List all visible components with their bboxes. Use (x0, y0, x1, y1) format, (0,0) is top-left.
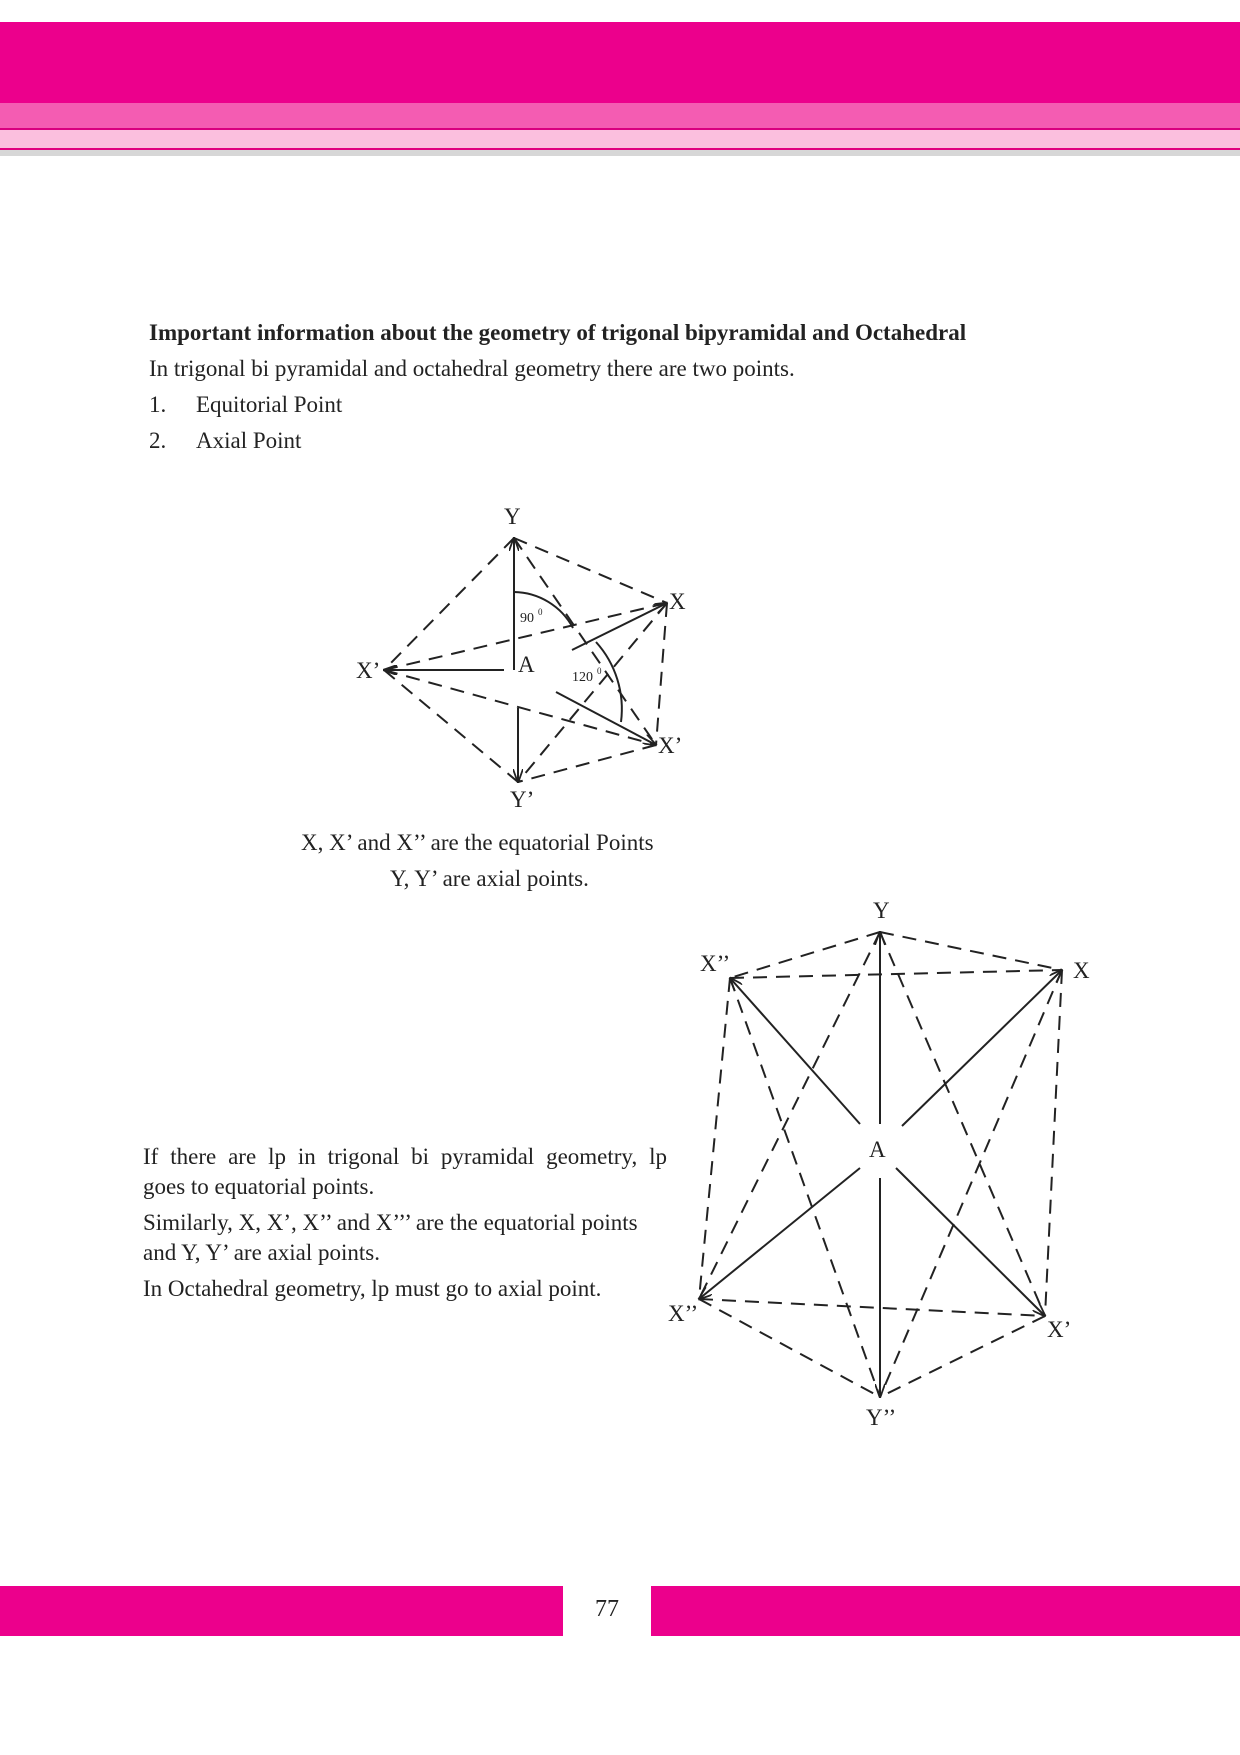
paragraph-line: If there are lp in trigonal bi pyramidal geometry, lp (143, 1144, 667, 1169)
center-label-a: A (518, 652, 535, 677)
point-label-x-double-prime: X’’ (668, 1301, 699, 1326)
paragraph-line: In Octahedral geometry, lp must go to axial point. (143, 1276, 602, 1301)
edge-dashed (730, 970, 1062, 978)
edge-dashed (699, 1299, 880, 1397)
caption-line: Y, Y’ are axial points. (390, 866, 589, 891)
edge-dashed (699, 1299, 1045, 1316)
point-label-x-prime: X’ (356, 658, 381, 683)
degree-sign: 0 (597, 666, 602, 676)
bond-line (902, 970, 1062, 1126)
point-label-y-prime: Y’ (510, 787, 535, 812)
intro-text: In trigonal bi pyramidal and octahedral geometry there are two points. (149, 356, 795, 381)
paragraph-line: Similarly, X, X’, X’’ and X’’’ are the equatorial points (143, 1210, 638, 1235)
page-number: 77 (595, 1596, 619, 1622)
edge-dashed (880, 970, 1062, 1397)
point-label-x: X (669, 589, 686, 614)
point-label-y-double-prime: Y’’ (866, 1405, 897, 1430)
edge-dashed (730, 978, 880, 1397)
list-number: 2. (149, 428, 167, 453)
point-label-y: Y (873, 898, 890, 923)
angle-label-120: 120 (572, 670, 593, 685)
footer-band-left (0, 1586, 563, 1636)
point-label-x-double-prime: X’’ (700, 951, 731, 976)
caption-line: X, X’ and X’’ are the equatorial Points (301, 830, 654, 855)
section-heading: Important information about the geometry of trigonal bipyramidal and Octahedral (149, 320, 967, 345)
bond-line (699, 1168, 860, 1299)
edge-dashed (699, 978, 730, 1299)
edge-dashed (880, 932, 1062, 970)
edge-dashed (880, 1316, 1045, 1397)
bond-line (896, 1168, 1045, 1316)
point-label-y: Y (504, 504, 521, 529)
list-number: 1. (149, 392, 167, 417)
edge-dashed (730, 932, 880, 978)
paragraph-line: goes to equatorial points. (143, 1174, 375, 1199)
list-label: Equitorial Point (196, 392, 343, 417)
list-label: Axial Point (196, 428, 302, 453)
center-label-a: A (869, 1137, 886, 1162)
angle-label-90: 90 (520, 611, 534, 626)
point-label-x-prime: X’ (1047, 1317, 1072, 1342)
point-label-x-prime: X’ (658, 733, 683, 758)
paragraph-line: and Y, Y’ are axial points. (143, 1240, 380, 1265)
edge-dashed (1045, 970, 1062, 1316)
degree-sign: 0 (538, 607, 543, 617)
point-label-x: X (1073, 958, 1090, 983)
footer-band-right (651, 1586, 1240, 1636)
